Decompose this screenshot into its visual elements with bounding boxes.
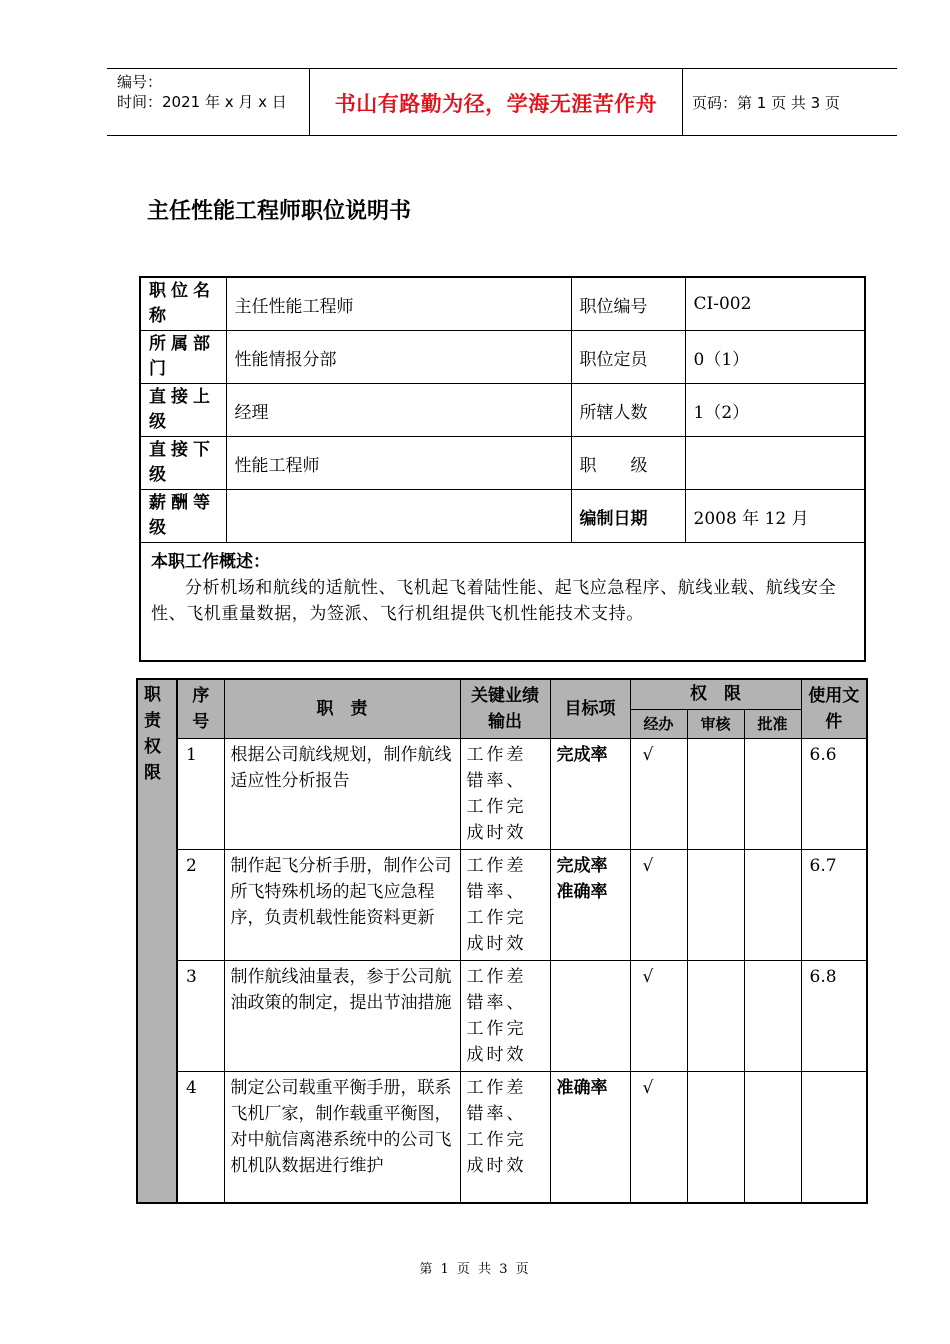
grade-label: 职 级: [571, 437, 685, 490]
duty-doc: [801, 1072, 867, 1203]
table-row: [140, 331, 865, 384]
duty-review: [687, 739, 744, 850]
position-info-table: [139, 276, 866, 662]
duty-doc: 6.6: [801, 739, 867, 850]
summary-label: 本职工作概述：: [151, 552, 270, 572]
duty-handle-check: √: [630, 739, 687, 850]
col-header-seq: 序号: [177, 679, 224, 739]
doc-time-label: 时间：2021 年 x 月 x 日: [117, 93, 287, 111]
duty-handle-check: √: [630, 850, 687, 961]
duty-approve: [744, 961, 801, 1072]
job-summary: [140, 543, 865, 662]
duty-doc: 6.8: [801, 961, 867, 1072]
duty-seq: 3: [177, 961, 224, 1072]
table-row: [137, 739, 867, 850]
duty-target: 完成率准确率: [550, 850, 630, 961]
table-row: [140, 437, 865, 490]
headcount-label: 职位定员: [571, 331, 685, 384]
duty-kpi: 工作差错率、工作完成时效: [460, 850, 550, 961]
header-divider: [682, 68, 683, 136]
table-header-row: [137, 679, 867, 709]
headcount-value: 0（1）: [685, 331, 865, 384]
duty-seq: 1: [177, 739, 224, 850]
grade-value: [685, 437, 865, 490]
col-header-approve: 批准: [744, 709, 801, 738]
table-row: [140, 543, 865, 662]
duty-approve: [744, 1072, 801, 1203]
col-header-duty: 职 责: [224, 679, 460, 739]
col-header-docs: 使用文件: [801, 679, 867, 739]
summary-text: 分析机场和航线的适航性、飞机起飞着陆性能、起飞应急程序、航线业载、航线安全性、飞机重量数据，为签派、飞行机组提供飞机性能技术支持。: [151, 578, 837, 624]
duty-handle-check: √: [630, 1072, 687, 1203]
col-header-review: 审核: [687, 709, 744, 738]
duty-review: [687, 961, 744, 1072]
duty-doc: 6.7: [801, 850, 867, 961]
duty-review: [687, 1072, 744, 1203]
col-header-kpi: 关键业绩输出: [460, 679, 550, 739]
position-name-label: 职位名称: [140, 277, 226, 331]
duty-target: 完成率: [550, 739, 630, 850]
duties-table: [136, 678, 868, 1204]
page-footer: 第 1 页 共 3 页: [419, 1262, 531, 1277]
position-code-value: CI-002: [685, 277, 865, 331]
duty-kpi: 工作差错率、工作完成时效: [460, 739, 550, 850]
header-bottom-rule: [107, 135, 897, 136]
doc-number-label: 编号：: [117, 73, 163, 91]
table-row: [140, 490, 865, 543]
duties-side-label: 职责权限: [137, 679, 177, 1203]
table-row: [140, 384, 865, 437]
duty-review: [687, 850, 744, 961]
page-header: [107, 68, 897, 136]
subordinates-count-value: 1（2）: [685, 384, 865, 437]
header-meta: [117, 72, 287, 112]
duty-description: 制作航线油量表，参于公司航油政策的制定，提出节油措施: [224, 961, 460, 1072]
header-top-rule: [107, 68, 897, 69]
superior-value: 经理: [226, 384, 571, 437]
duty-seq: 2: [177, 850, 224, 961]
duty-target: [550, 961, 630, 1072]
position-name-value: 主任性能工程师: [226, 277, 571, 331]
salary-value: [226, 490, 571, 543]
superior-label: 直接上级: [140, 384, 226, 437]
document-title: 主任性能工程师职位说明书: [147, 199, 412, 224]
col-header-target: 目标项: [550, 679, 630, 739]
subordinates-count-label: 所辖人数: [571, 384, 685, 437]
duty-seq: 4: [177, 1072, 224, 1203]
col-header-handle: 经办: [630, 709, 687, 738]
duty-description: 制作起飞分析手册，制作公司所飞特殊机场的起飞应急程序，负责机载性能资料更新: [224, 850, 460, 961]
date-value: 2008 年 12 月: [685, 490, 865, 543]
duty-target: 准确率: [550, 1072, 630, 1203]
subordinate-value: 性能工程师: [226, 437, 571, 490]
salary-label: 薪酬等级: [140, 490, 226, 543]
duty-approve: [744, 739, 801, 850]
duty-handle-check: √: [630, 961, 687, 1072]
duty-kpi: 工作差错率、工作完成时效: [460, 961, 550, 1072]
duty-kpi: 工作差错率、工作完成时效: [460, 1072, 550, 1203]
table-row: [140, 277, 865, 331]
department-label: 所属部门: [140, 331, 226, 384]
table-row: [137, 961, 867, 1072]
subordinate-label: 直接下级: [140, 437, 226, 490]
date-label: 编制日期: [571, 490, 685, 543]
duty-approve: [744, 850, 801, 961]
position-code-label: 职位编号: [571, 277, 685, 331]
department-value: 性能情报分部: [226, 331, 571, 384]
table-row: [137, 1072, 867, 1203]
col-header-authority: 权 限: [630, 679, 801, 709]
table-row: [137, 850, 867, 961]
duty-description: 制定公司载重平衡手册，联系飞机厂家，制作载重平衡图，对中航信离港系统中的公司飞机机队数据进行维护: [224, 1072, 460, 1203]
header-motto: 书山有路勤为径，学海无涯苦作舟: [334, 92, 658, 116]
header-page-info: 页码：第 1 页 共 3 页: [692, 94, 840, 112]
duty-description: 根据公司航线规划，制作航线适应性分析报告: [224, 739, 460, 850]
